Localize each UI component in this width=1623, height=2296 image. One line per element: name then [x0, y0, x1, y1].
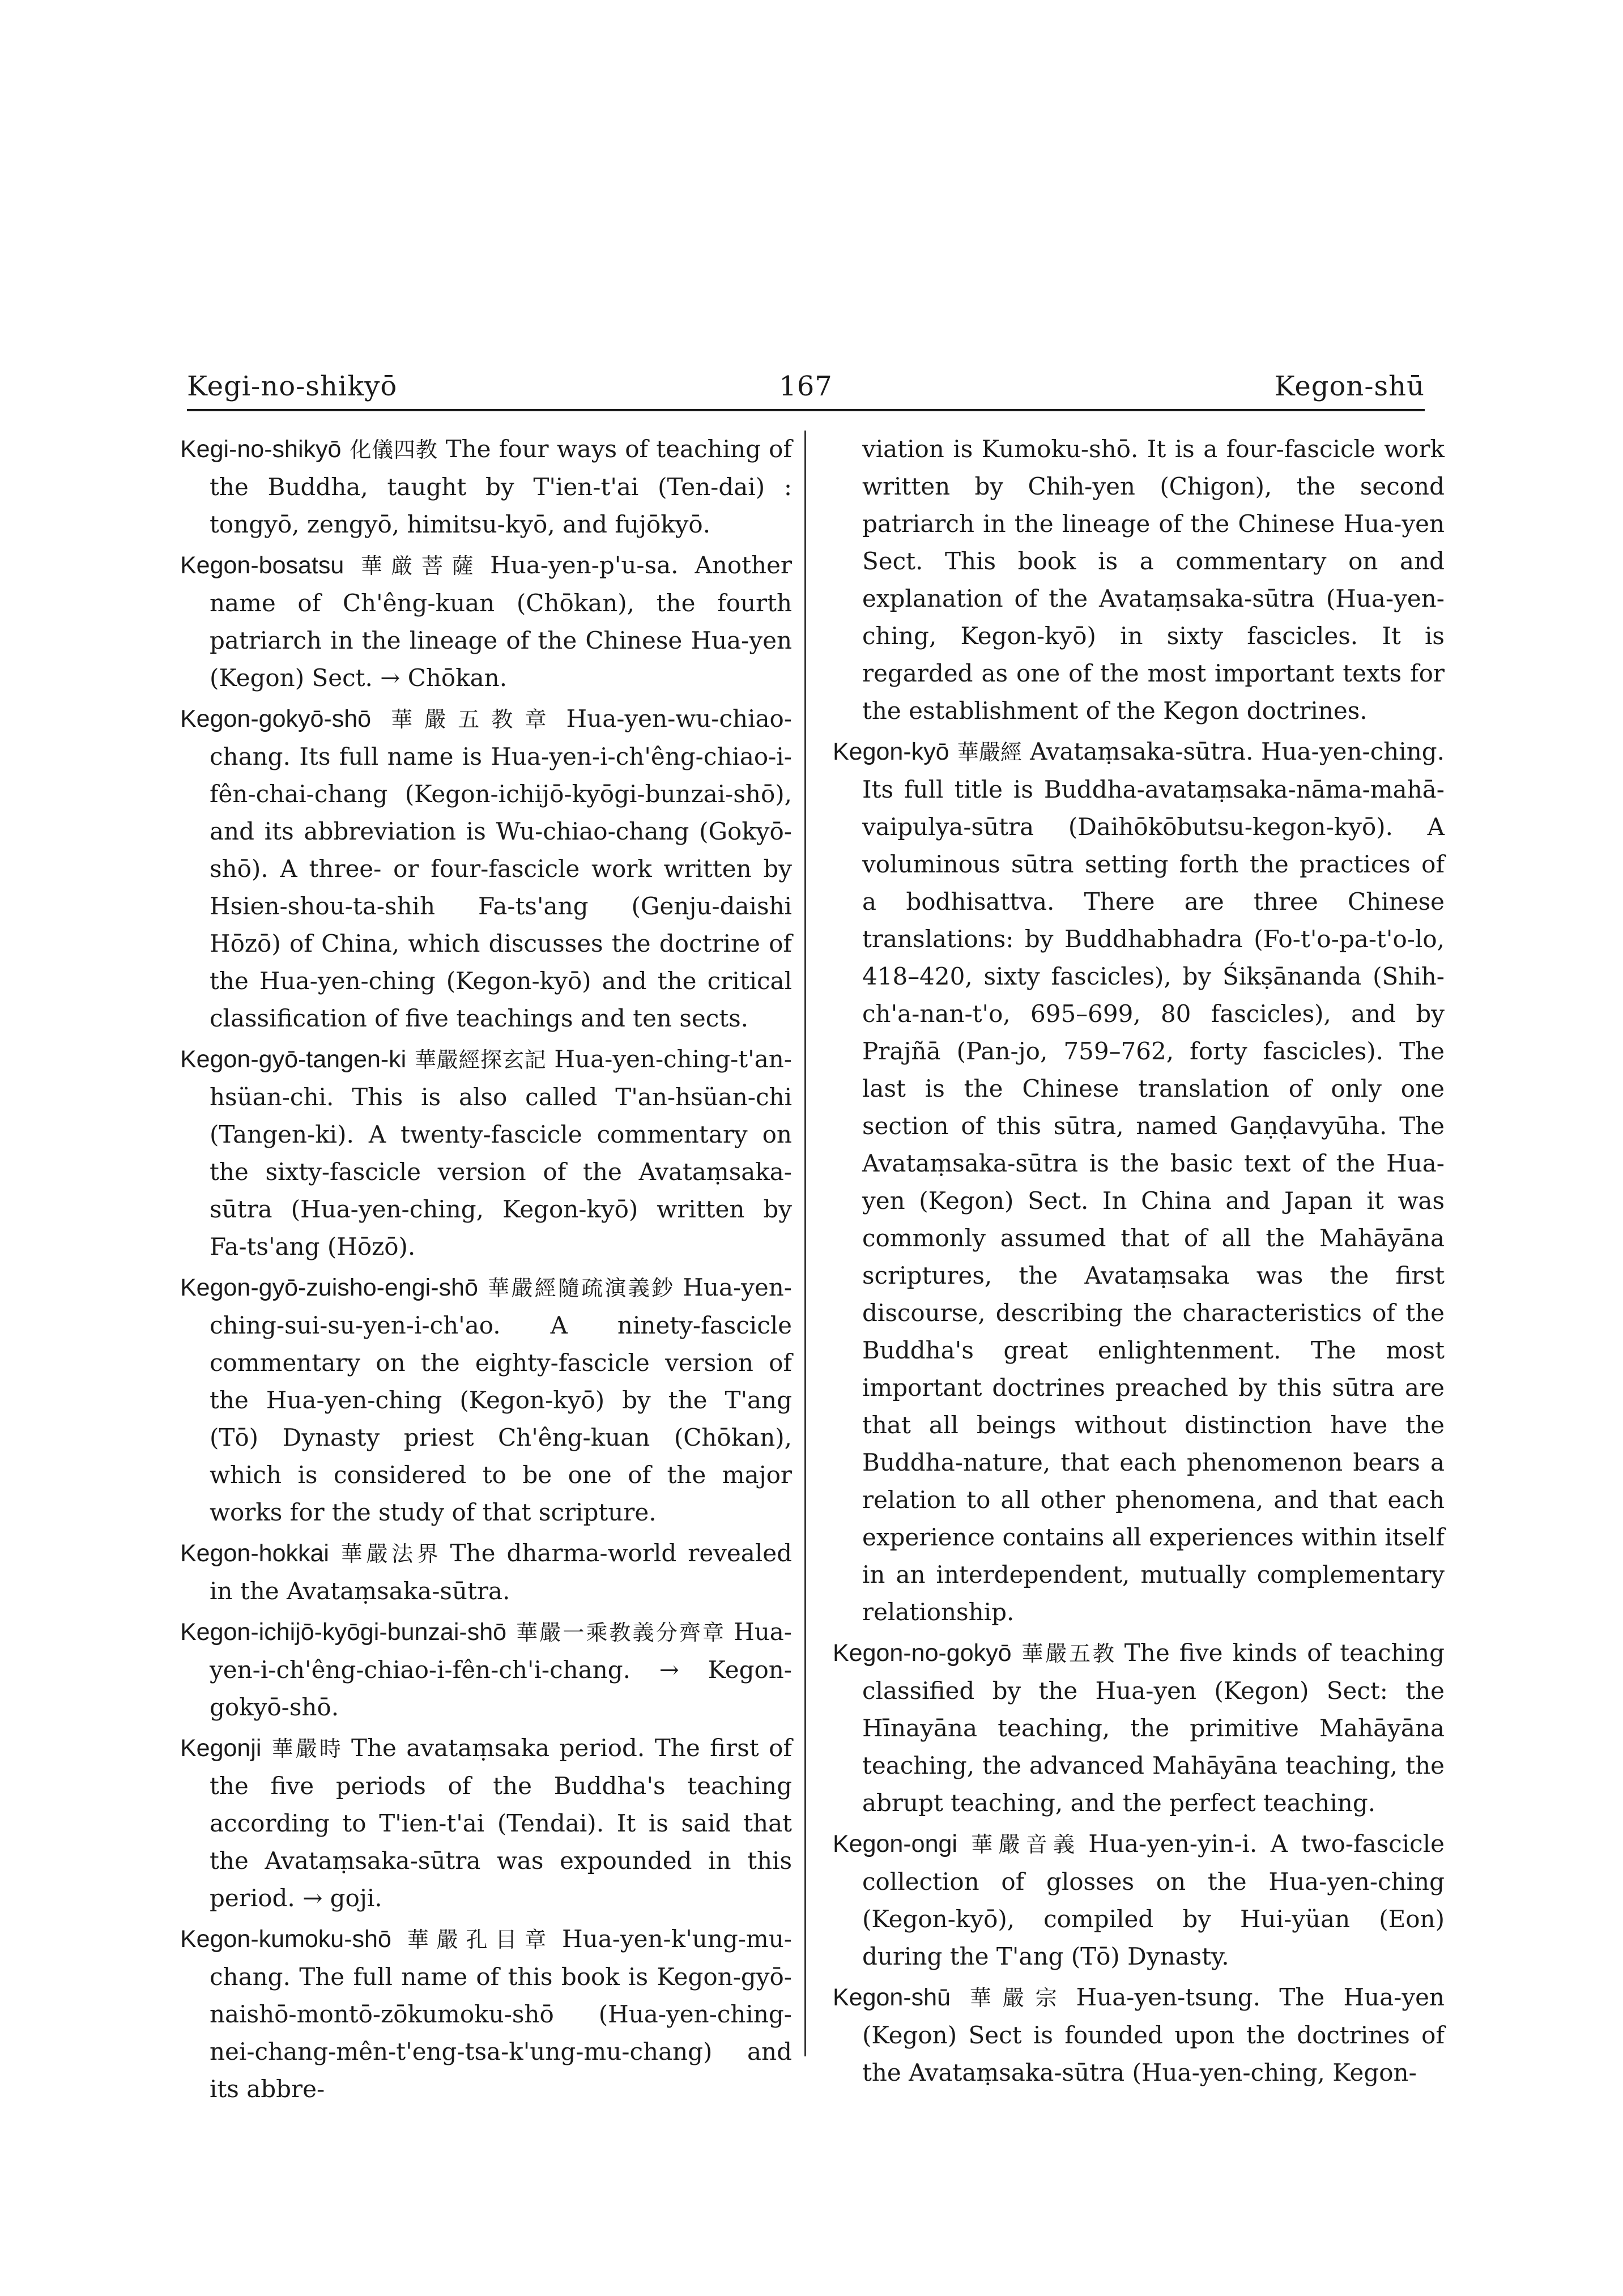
- entry-text: The four ways of teaching of the Buddha, taught by T'ien-t'ai (Ten-dai) : tongyō, zengyō, himitsu-kyō, and fujōkyō.: [210, 435, 792, 538]
- running-header: [187, 363, 1425, 408]
- entry-text: Hua-yen-k'ung-mu-chang. The full name of this book is Kegon-gyō-naishō-montō-zōkumoku-shō (Hua-yen-ching-nei-chang-mên-t'eng-tsa-k'ung-mu-chang) and its abbre-: [210, 1925, 792, 2103]
- entry-headword: Kegon-hokkai: [180, 1540, 329, 1567]
- header-rule: [187, 409, 1425, 411]
- entry-text: The five kinds of teaching classified by the Hua-yen (Kegon) Sect: the Hīnayāna teaching, the primitive Mahāyāna teaching, the advanced Mahāyāna teaching, the abrupt teaching, and the perfect teaching.: [862, 1639, 1445, 1817]
- entry: [180, 1535, 792, 1610]
- entry: [180, 700, 792, 1037]
- entry-text: The dharma-world revealed in the Avataṃsaka-sūtra.: [210, 1539, 792, 1605]
- entry: [180, 1730, 792, 1917]
- entry-chinese-characters: 華嚴經隨疏演義鈔: [485, 1276, 675, 1301]
- entry-text: The avataṃsaka period. The first of the five periods of the Buddha's teaching according to T'ien-t'ai (Tendai). It is said that the Avataṃsaka-sūtra was expounded in this period. → goji.: [210, 1734, 792, 1912]
- entry-chinese-characters: 華嚴經: [957, 740, 1023, 765]
- entry-chinese-characters: 華嚴時: [269, 1736, 343, 1761]
- entry-chinese-characters: 華厳菩薩: [352, 553, 483, 578]
- entry-text: Hua-yen-i-ch'êng-chiao-i-fên-ch'i-chang. → Kegon-gokyō-shō.: [210, 1618, 792, 1721]
- entry: [833, 1979, 1445, 2091]
- entry-chinese-characters: 化儀四教: [349, 437, 438, 462]
- entry: [833, 733, 1445, 1631]
- entry-chinese-characters: 華嚴經探玄記: [414, 1047, 547, 1072]
- header-left-guideword: Kegi-no-shikyō: [187, 370, 398, 402]
- entry-chinese-characters: 華嚴五教: [1019, 1641, 1117, 1666]
- entry-text: Hua-yen-yin-i. A two-fascicle collection of glosses on the Hua-yen-ching (Kegon-kyō), compiled by Hui-yüan (Eon) during the T'ang (Tō) Dynasty.: [862, 1830, 1445, 1970]
- entry-headword: Kegon-kyō: [833, 738, 949, 765]
- entry-headword: Kegon-ongi: [833, 1830, 957, 1858]
- entry-headword: Kegon-no-gokyō: [833, 1639, 1012, 1667]
- entry-headword: Kegonji: [180, 1735, 262, 1762]
- entry-text: Hua-yen-ching-sui-su-yen-i-ch'ao. A ninety-fascicle commentary on the eighty-fascicle version of the Hua-yen-ching (Kegon-kyō) by the T'ang (Tō) Dynasty priest Ch'êng-kuan (Chōkan), which is considered to be one of the major works for the study of that scripture.: [210, 1273, 792, 1526]
- entry-headword: Kegon-ichijō-kyōgi-bunzai-shō: [180, 1618, 507, 1646]
- entry-headword: Kegon-bosatsu: [180, 552, 344, 579]
- entry-chinese-characters: 華嚴宗: [959, 1986, 1068, 2010]
- entry-text: viation is Kumoku-shō. It is a four-fascicle work written by Chih-yen (Chigon), the second patriarch in the lineage of the Chinese Hua-yen Sect. This book is a commentary on and explanation of the Avataṃsaka-sūtra (Hua-yen-ching, Kegon-kyō) in sixty fascicles. It is regarded as one of the most important texts for the establishment of the Kegon doctrines.: [862, 435, 1445, 725]
- entry-chinese-characters: 華嚴音義: [965, 1832, 1081, 1857]
- page-number: 167: [779, 370, 833, 402]
- column-divider: [804, 431, 806, 2056]
- entry-headword: Kegon-gyō-tangen-ki: [180, 1046, 407, 1073]
- entry-chinese-characters: 華嚴孔目章: [399, 1927, 555, 1952]
- entry: [180, 1920, 792, 2108]
- right-column: [833, 431, 1445, 2095]
- entry: [833, 1634, 1445, 1822]
- entry-text: Avataṃsaka-sūtra. Hua-yen-ching. Its full title is Buddha-avataṃsaka-nāma-mahā-vaipulya-sūtra (Daihōkōbutsu-kegon-kyō). A voluminous sūtra setting forth the practices of a bodhisattva. There are three Chinese translations: by Buddhabhadra (Fo-t'o-pa-t'o-lo, 418–420, sixty fascicles), by Śikṣānanda (Shih-ch'a-nan-t'o, 695–699, 80 fascicles), and by Prajñā (Pan-jo, 759–762, forty fascicles). The last is the Chinese translation of only one section of this sūtra, named Gaṇḍavyūha. The Avataṃsaka-sūtra is the basic text of the Hua-yen (Kegon) Sect. In China and Japan it was commonly assumed that of all the Mahāyāna scriptures, the Avataṃsaka was the first discourse, describing the characteristics of the Buddha's great enlightenment. The most important doctrines preached by this sūtra are that all beings without distinction have the Buddha-nature, that each phenomenon bears a relation to all other phenomena, and that each experience contains all experiences within itself in an interdependent, mutually complementary relationship.: [862, 738, 1445, 1626]
- entry: [833, 1825, 1445, 1975]
- entry-chinese-characters: 華嚴法界: [336, 1541, 442, 1566]
- entry-headword: Kegon-gokyō-shō: [180, 705, 372, 732]
- entry-continuation: [833, 431, 1445, 730]
- entry-headword: Kegon-shū: [833, 1984, 951, 2011]
- entry: [180, 1041, 792, 1266]
- entry-chinese-characters: 華嚴五教章: [379, 707, 559, 732]
- entry-text: Hua-yen-tsung. The Hua-yen (Kegon) Sect is founded upon the doctrines of the Avataṃsaka-sūtra (Hua-yen-ching, Kegon-: [862, 1983, 1445, 2086]
- entry-chinese-characters: 華嚴一乘教義分齊章: [514, 1620, 726, 1645]
- entry-headword: Kegon-gyō-zuisho-engi-shō: [180, 1274, 478, 1301]
- entry: [180, 431, 792, 543]
- entry: [180, 547, 792, 697]
- entry-text: Hua-yen-ching-t'an-hsüan-chi. This is also called T'an-hsüan-chi (Tangen-ki). A twenty-fascicle commentary on the sixty-fascicle version of the Avataṃsaka-sūtra (Hua-yen-ching, Kegon-kyō) written by Fa-ts'ang (Hōzō).: [210, 1045, 792, 1260]
- entry-headword: Kegi-no-shikyō: [180, 436, 342, 463]
- left-column: [180, 431, 792, 2111]
- header-right-guideword: Kegon-shū: [1274, 370, 1425, 402]
- entry: [180, 1613, 792, 1726]
- entry-headword: Kegon-kumoku-shō: [180, 1926, 391, 1953]
- entry-text: Hua-yen-wu-chiao-chang. Its full name is Hua-yen-i-ch'êng-chiao-i-fên-chai-chang (Kegon-ichijō-kyōgi-bunzai-shō), and its abbreviation is Wu-chiao-chang (Gokyō-shō). A three- or four-fascicle work written by Hsien-shou-ta-shih Fa-ts'ang (Genju-daishi Hōzō) of China, which discusses the doctrine of the Hua-yen-ching (Kegon-kyō) and the critical classification of five teachings and ten sects.: [210, 705, 792, 1032]
- entry-text: Hua-yen-p'u-sa. Another name of Ch'êng-kuan (Chōkan), the fourth patriarch in the lineage of the Chinese Hua-yen (Kegon) Sect. → Chōkan.: [210, 551, 792, 692]
- entry: [180, 1269, 792, 1531]
